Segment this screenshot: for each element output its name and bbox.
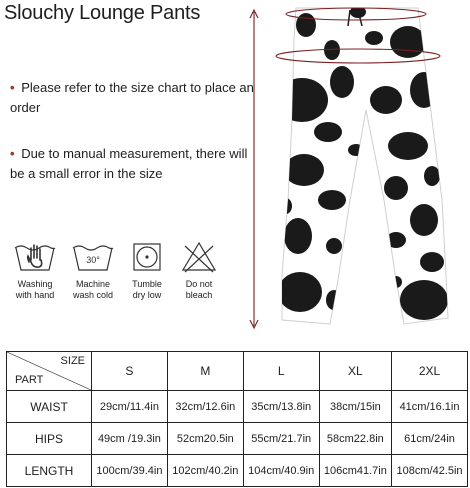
table-cell: 32cm/12.6in — [167, 391, 243, 423]
care-label-line2: with hand — [15, 290, 55, 300]
cow-print-pants-image — [246, 0, 470, 335]
size-column-header: 2XL — [392, 352, 468, 391]
care-label-line1: Tumble — [132, 279, 162, 289]
note-text: Due to manual measurement, there will be a small error in the size — [10, 146, 248, 181]
wash-temperature: 30° — [86, 255, 100, 265]
row-header-length: LENGTH — [7, 455, 92, 487]
table-row — [7, 423, 468, 455]
care-label-line2: dry low — [132, 290, 162, 300]
table-cell: 108cm/42.5in — [392, 455, 468, 487]
part-header-label: PART — [15, 374, 44, 386]
table-cell: 58cm22.8in — [319, 423, 391, 455]
table-cell: 102cm/40.2in — [167, 455, 243, 487]
page-title: Slouchy Lounge Pants — [4, 2, 201, 24]
table-cell: 104cm/40.9in — [243, 455, 319, 487]
care-label-line1: Do not — [185, 279, 213, 289]
bullet-icon: • — [10, 80, 15, 95]
machine-wash-30-icon — [71, 240, 115, 276]
size-column-header: M — [167, 352, 243, 391]
table-corner-cell — [7, 352, 92, 391]
table-cell: 106cm41.7in — [319, 455, 391, 487]
care-item-tumble-dry — [118, 240, 176, 301]
note-text: Please refer to the size chart to place an order — [10, 80, 254, 115]
table-header-row — [7, 352, 468, 391]
table-cell: 61cm/24in — [392, 423, 468, 455]
size-column-header: S — [92, 352, 168, 391]
care-item-machine-wash — [64, 240, 122, 301]
table-cell: 35cm/13.8in — [243, 391, 319, 423]
table-cell: 52cm20.5in — [167, 423, 243, 455]
care-label-line1: Washing — [17, 279, 53, 289]
size-column-header: L — [243, 352, 319, 391]
note-size-chart — [10, 78, 260, 118]
care-icons — [6, 240, 216, 310]
care-item-no-bleach — [170, 240, 228, 301]
care-label-line1: Machine — [75, 279, 111, 289]
table-row — [7, 391, 468, 423]
care-label-line2: bleach — [185, 290, 213, 300]
table-cell: 55cm/21.7in — [243, 423, 319, 455]
size-header-label: SIZE — [60, 355, 85, 367]
hand-wash-icon — [13, 240, 57, 276]
bullet-icon: • — [10, 146, 15, 161]
care-item-hand-wash — [6, 240, 64, 301]
tumble-dry-low-icon — [125, 240, 169, 276]
size-chart-table — [6, 351, 468, 487]
table-cell: 100cm/39.4in — [92, 455, 168, 487]
row-header-hips: HIPS — [7, 423, 92, 455]
row-header-waist: WAIST — [7, 391, 92, 423]
table-cell: 49cm /19.3in — [92, 423, 168, 455]
do-not-bleach-icon — [177, 240, 221, 276]
table-cell: 41cm/16.1in — [392, 391, 468, 423]
care-label-line2: wash cold — [72, 290, 114, 300]
table-cell: 38cm/15in — [319, 391, 391, 423]
table-row — [7, 455, 468, 487]
size-column-header: XL — [319, 352, 391, 391]
note-measurement-error — [10, 144, 260, 184]
table-cell: 29cm/11.4in — [92, 391, 168, 423]
